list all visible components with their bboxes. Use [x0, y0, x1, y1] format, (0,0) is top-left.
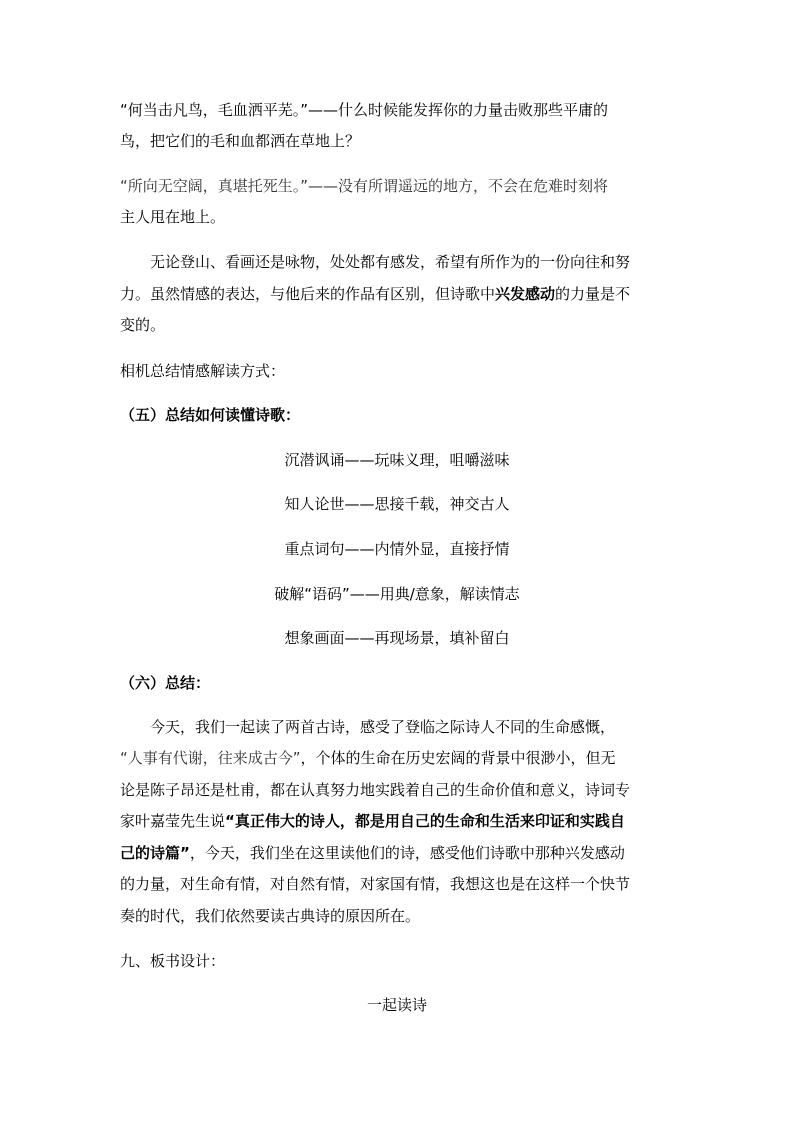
summary-line: 今天，我们一起读了两首古诗，感受了登临之际诗人不同的生命感慨，: [150, 718, 616, 736]
method-item: 破解“语码”——用典/意象，解读情志: [274, 585, 520, 603]
paragraph-text: 的力量是不: [555, 285, 631, 303]
summary-text: ，今天，我们坐在这里读他们的诗，感受他们诗歌中那种兴发感动: [189, 844, 625, 862]
paragraph-line: 变的。: [120, 316, 166, 334]
section-heading-6: （六）总结：: [120, 674, 211, 692]
summary-line: [120, 843, 625, 863]
poem-line-2-cont: 主人甩在地上。: [120, 208, 226, 226]
section-heading-5: （五）总结如何读懂诗歌：: [120, 406, 301, 424]
summary-line: 奏的时代，我们依然要读古典诗的原因所在。: [120, 907, 421, 925]
paragraph-text: 力。虽然情感的表达，与他后来的作品有区别，但诗歌中: [120, 285, 496, 303]
method-item: 想象画面——再现场景，填补留白: [284, 629, 510, 647]
summary-intro: 相机总结情感解读方式：: [120, 362, 286, 380]
summary-line: [120, 811, 625, 831]
summary-line: 的力量，对生命有情，对自然有情，对家国有情，我想这也是在这样一个快节: [120, 875, 631, 893]
summary-text: 家叶嘉莹先生说: [120, 812, 226, 830]
quote-text: “人事有代谢，往来成古今”: [120, 749, 301, 767]
poem-line-1: “何当击凡鸟，毛血洒平芜。”——什么时候能发挥你的力量击败那些平庸的: [120, 101, 609, 119]
paragraph-line: [120, 284, 630, 304]
method-item: 知人论世——思接千载，神交古人: [284, 495, 510, 513]
poem-line-1-cont: 鸟，把它们的毛和血都洒在草地上？: [120, 132, 361, 150]
paragraph-line: 无论登山、看画还是咏物，处处都有感发，希望有所作为的一份向往和努: [150, 253, 631, 271]
board-heading: 九、板书设计：: [120, 952, 226, 970]
emphasis-quote: “真正伟大的诗人，都是用自己的生命和生活来印证和实践自: [225, 812, 625, 830]
method-item: 沉潜讽诵——玩味义理，咀嚼滋味: [284, 451, 510, 469]
poem-line-2: “所向无空阔，真堪托死生。”——没有所谓遥远的地方，不会在危难时刻将: [120, 177, 609, 195]
method-item: 重点词句——内情外显，直接抒情: [284, 540, 510, 558]
board-title: 一起读诗: [366, 996, 427, 1014]
summary-text: ，个体的生命在历史宏阔的背景中很渺小，但无: [300, 749, 616, 767]
emphasis-text: 兴发感动: [495, 285, 556, 303]
emphasis-quote: 己的诗篇”: [120, 844, 190, 862]
summary-line: [120, 748, 616, 768]
summary-line: 论是陈子昂还是杜甫，都在认真努力地实践着自己的生命价值和意义，诗词专: [120, 781, 631, 799]
